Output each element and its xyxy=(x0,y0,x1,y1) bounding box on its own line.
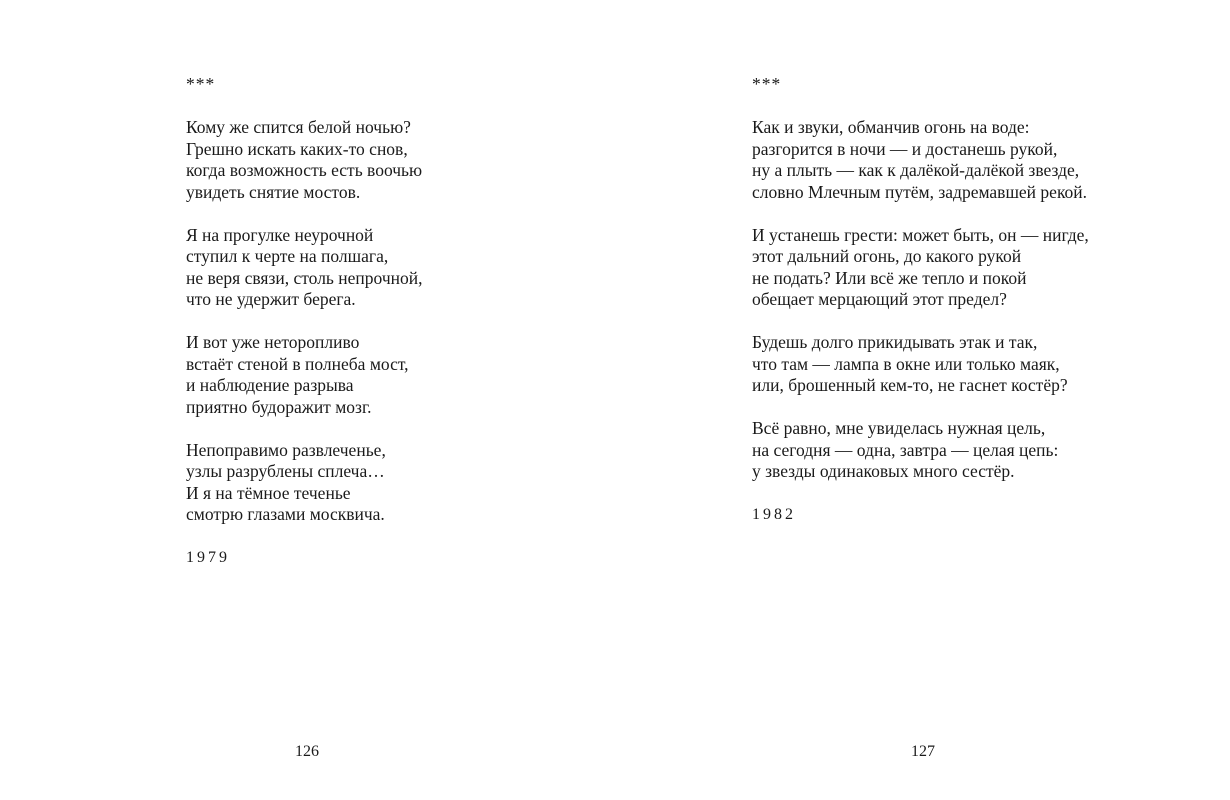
separator-stars: *** xyxy=(752,74,782,94)
stanza xyxy=(186,225,606,311)
verse-line: смотрю глазами москвича. xyxy=(186,504,385,524)
poem-left xyxy=(186,74,606,569)
verse-line: Грешно искать каких-то снов, xyxy=(186,138,408,159)
page-number: 126 xyxy=(295,743,319,760)
verse-line: И я на тёмное теченье xyxy=(186,482,351,503)
verse-line: словно Млечным путём, задремавшей рекой. xyxy=(752,181,1088,202)
verse-line: не веря связи, столь непрочной, xyxy=(186,267,423,288)
stanza xyxy=(752,418,1172,483)
poem-right xyxy=(752,74,1172,526)
verse-line: встаёт стеной в полнеба мост, xyxy=(186,353,409,374)
verse-line: И вот уже неторопливо xyxy=(186,332,360,352)
right-page xyxy=(615,0,1230,800)
verse-line: или, брошенный кем-то, не гаснет костёр? xyxy=(752,375,1068,395)
verse-line: на сегодня — одна, завтра — целая цепь: xyxy=(752,439,1059,460)
verse-line: и наблюдение разрыва xyxy=(186,375,354,395)
verse-line: не подать? Или всё же тепло и покой xyxy=(752,267,1027,288)
verse-line: ну а плыть — как к далёкой-далёкой звезде, xyxy=(752,160,1080,180)
separator-stars: *** xyxy=(186,74,216,94)
verse-line: Будешь долго прикидывать этак и так, xyxy=(752,332,1038,352)
verse-line: увидеть снятие мостов. xyxy=(186,181,361,202)
verse-line: что там — лампа в окне или только маяк, xyxy=(752,353,1060,374)
verse-line: Кому же спится белой ночью? xyxy=(186,117,411,137)
verse-line: узлы разрублены сплеча… xyxy=(186,461,385,481)
verse-line: приятно будоражит мозг. xyxy=(186,396,372,417)
stanza xyxy=(752,225,1172,311)
verse-line: разгорится в ночи — и достанешь рукой, xyxy=(752,138,1058,159)
verse-line: И устанешь грести: может быть, он — нигде, xyxy=(752,224,1089,245)
stanza xyxy=(186,332,606,418)
verse-line: обещает мерцающий этот предел? xyxy=(752,289,1007,309)
verse-line: что не удержит берега. xyxy=(186,289,356,309)
stanza xyxy=(752,117,1172,203)
poem-year: 1982 xyxy=(752,506,796,523)
stanza xyxy=(752,332,1172,397)
page-number: 127 xyxy=(911,743,935,760)
verse-line: Как и звуки, обманчив огонь на воде: xyxy=(752,117,1030,137)
verse-line: Я на прогулке неурочной xyxy=(186,224,374,245)
verse-line: ступил к черте на полшага, xyxy=(186,246,389,266)
verse-line: этот дальний огонь, до какого рукой xyxy=(752,246,1022,266)
stanza xyxy=(186,117,606,203)
stanza xyxy=(186,440,606,526)
verse-line: когда возможность есть воочью xyxy=(186,160,423,180)
verse-line: Непоправимо развлеченье, xyxy=(186,439,386,460)
verse-line: Всё равно, мне увиделась нужная цель, xyxy=(752,418,1046,438)
verse-line: у звезды одинаковых много сестёр. xyxy=(752,461,1015,481)
poem-year: 1979 xyxy=(186,549,230,566)
